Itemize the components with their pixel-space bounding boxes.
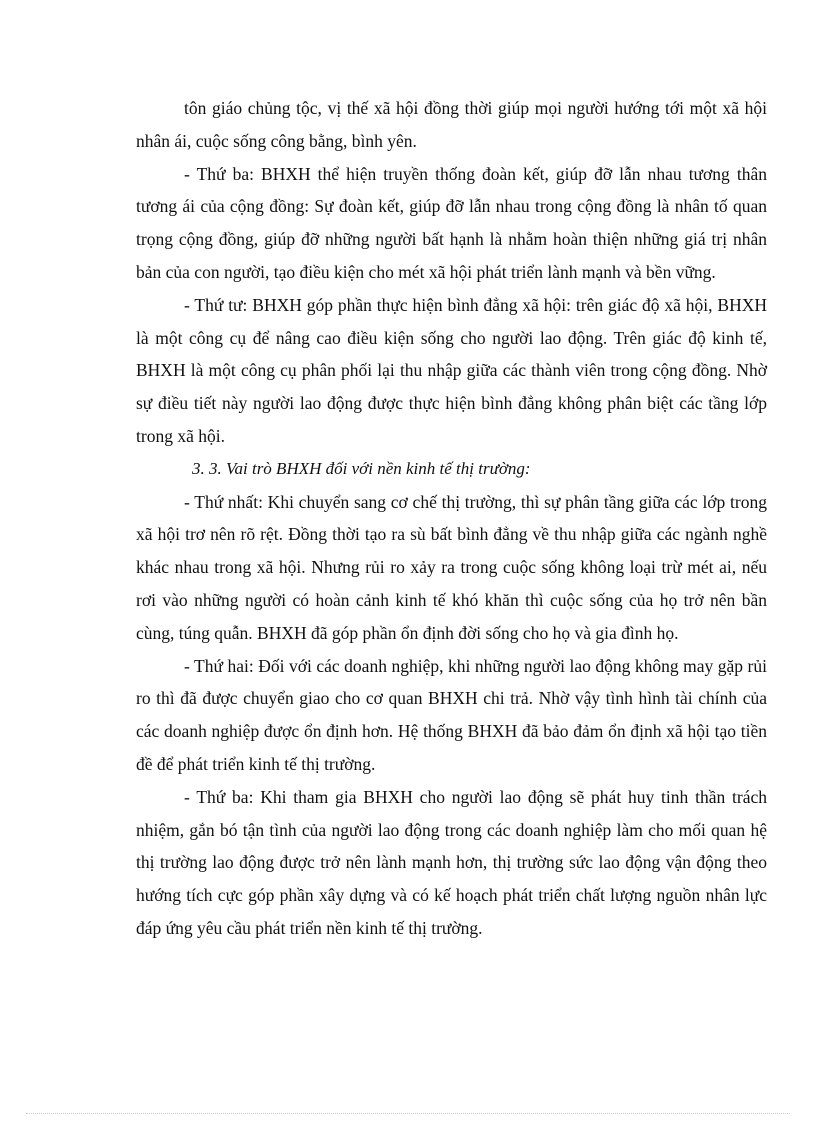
paragraph-thu-hai-doanh-nghiep: - Thứ hai: Đối với các doanh nghiệp, khi những người lao động không may gặp rủi ro thì đã được chuyển giao cho cơ quan BHXH chi trả. Nhờ vậy tình hình tài chính của các doanh nghiệp được ổn định hơn. Hệ thống BHXH đã bảo đảm ổn định xã hội tạo tiền đề để phát triển kinh tế thị trường. (136, 655, 767, 774)
paragraph-continuation: tôn giáo chủng tộc, vị thế xã hội đồng thời giúp mọi người hướng tới một xã hội nhân ái, cuộc sống công bằng, bình yên. (136, 98, 767, 151)
section-heading-3-3: 3. 3. Vai trò BHXH đối với nền kinh tế thị trường: (192, 458, 531, 478)
document-body (136, 92, 767, 945)
paragraph-thu-tu-binh-dang: - Thứ tư: BHXH góp phần thực hiện bình đẳng xã hội: trên giác độ xã hội, BHXH là một công cụ để nâng cao điều kiện sống cho người lao động. Trên giác độ kinh tế, BHXH là một công cụ phân phối lại thu nhập giữa các thành viên trong cộng đồng. Nhờ sự điều tiết này người lao động được thực hiện bình đẳng không phân biệt các tầng lớp trong xã hội. (136, 294, 767, 446)
page-bottom-rule (26, 1113, 790, 1114)
paragraph-thu-nhat-co-che: - Thứ nhất: Khi chuyển sang cơ chế thị trường, thì sự phân tầng giữa các lớp trong xã hội trơ nên rõ rệt. Đồng thời tạo ra sù bất bình đẳng về thu nhập giữa các ngành nghề khác nhau trong xã hội. Nhưng rủi ro xảy ra trong cuộc sống không loại trừ mét ai, nếu rơi vào những người có hoàn cảnh kinh tế khó khăn thì cuộc sống của họ trở nên bần cùng, túng quẫn. BHXH đã góp phần ổn định đời sống cho họ và gia đình họ. (136, 491, 767, 643)
paragraph-thu-ba-doan-ket: - Thứ ba: BHXH thể hiện truyền thống đoàn kết, giúp đỡ lẫn nhau tương thân tương ái của cộng đồng: Sự đoàn kết, giúp đỡ lẫn nhau trong cộng đồng là nhân tố quan trọng cộng đồng, giúp đỡ những người bất hạnh là nhằm hoàn thiện những giá trị nhân bản của con người, tạo điều kiện cho mét xã hội phát triển lành mạnh và bền vững. (136, 163, 767, 282)
paragraph-thu-ba-nguoi-lao-dong: - Thứ ba: Khi tham gia BHXH cho người lao động sẽ phát huy tinh thần trách nhiệm, gắn bó tận tình của người lao động trong các doanh nghiệp làm cho mối quan hệ thị trường lao động được trở nên lành mạnh hơn, thị trường sức lao động vận động theo hướng tích cực góp phần xây dựng và có kế hoạch phát triển chất lượng nguồn nhân lực đáp ứng yêu cầu phát triển nền kinh tế thị trường. (136, 786, 767, 938)
